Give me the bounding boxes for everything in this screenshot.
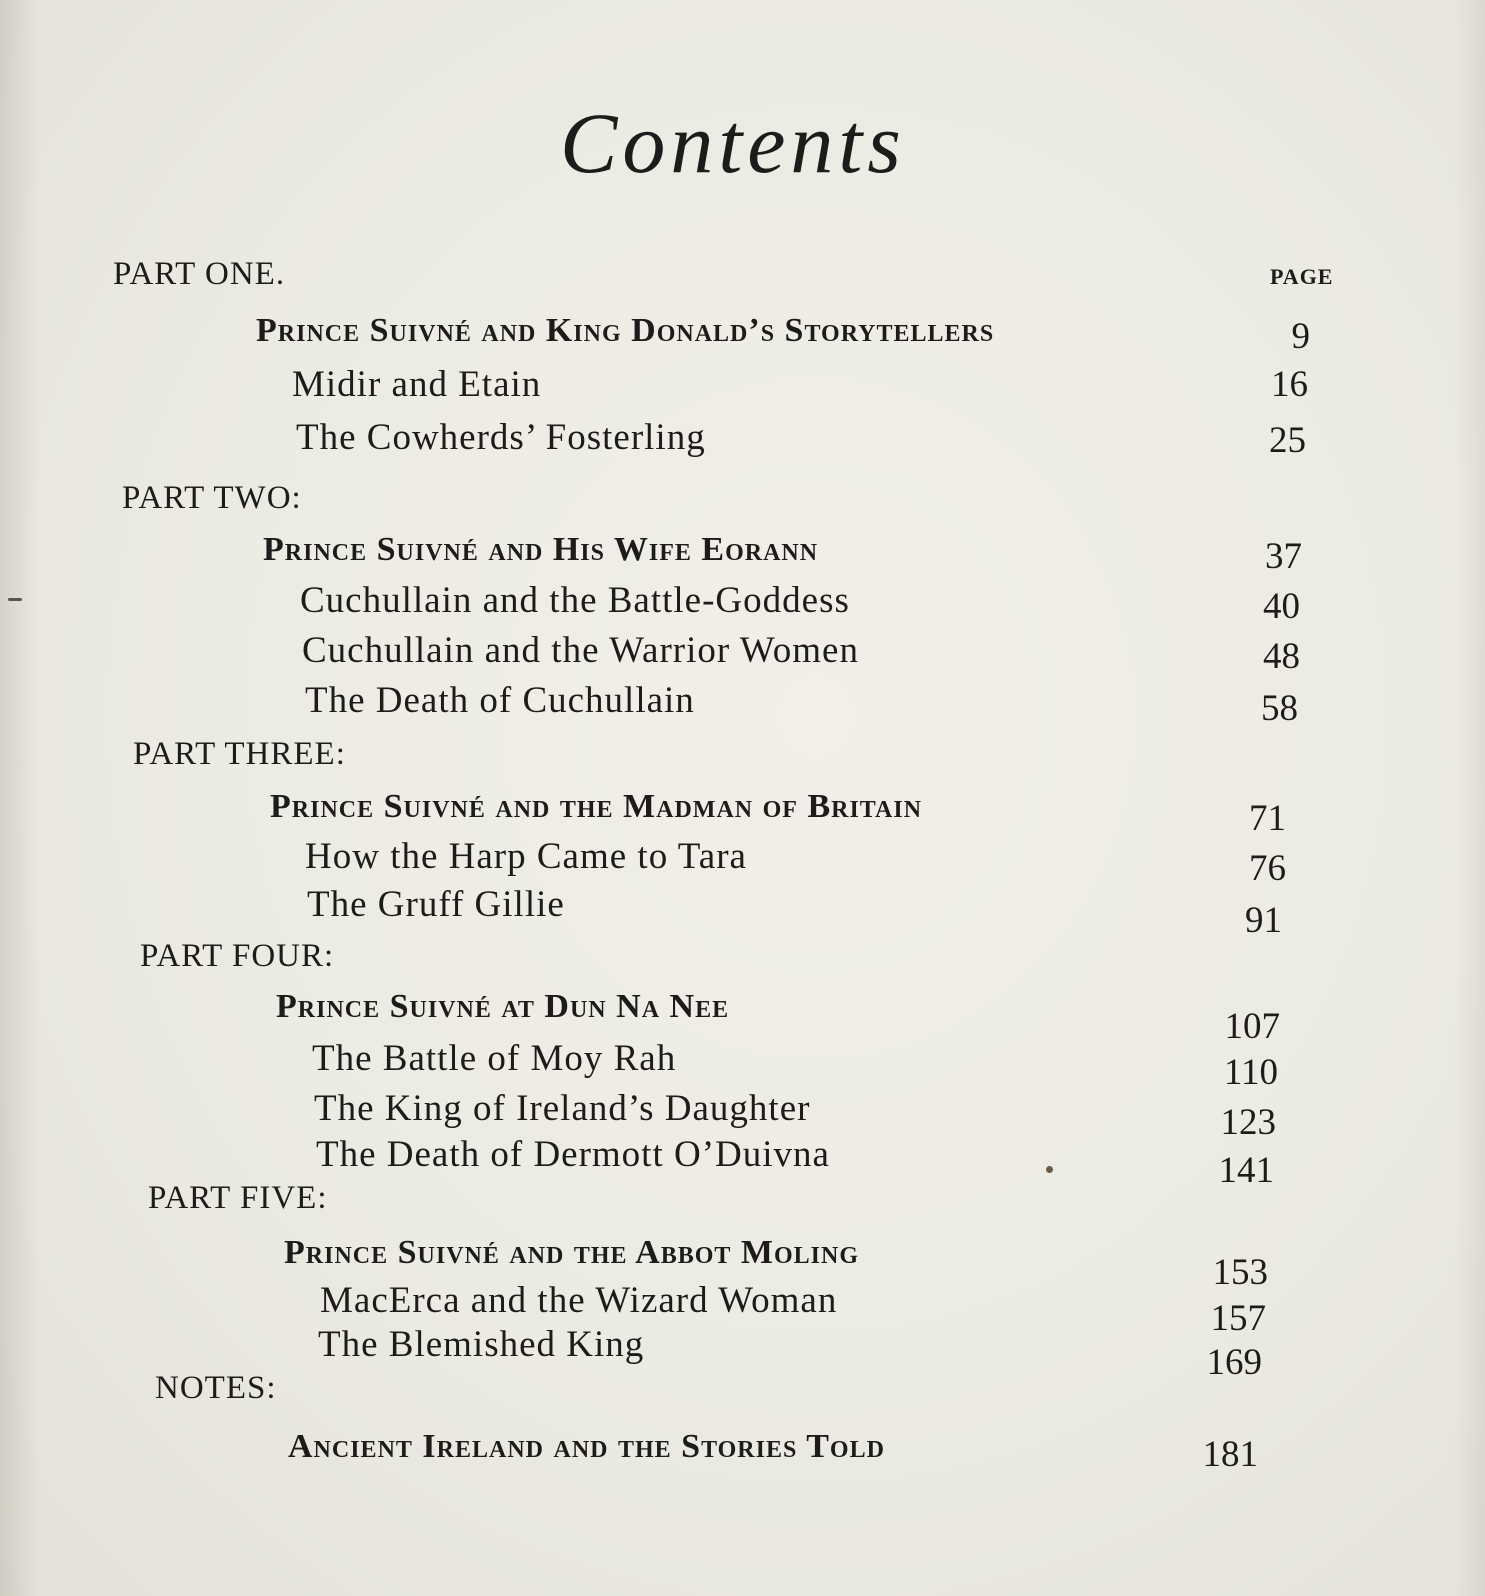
toc-entry-title: The King of Ireland’s Daughter bbox=[314, 1088, 811, 1129]
toc-entry-page: 169 bbox=[1206, 1342, 1262, 1383]
paper-speck bbox=[1046, 1166, 1053, 1173]
toc-entry-title: The Cowherds’ Fosterling bbox=[296, 417, 706, 458]
toc-entry-page: 9 bbox=[1291, 316, 1310, 357]
toc-entry-page: 123 bbox=[1220, 1102, 1276, 1143]
toc-entry-title: The Blemished King bbox=[318, 1324, 645, 1365]
toc-entry-page: 157 bbox=[1210, 1298, 1266, 1339]
toc-entry-page: 25 bbox=[1269, 420, 1306, 461]
part-label: NOTES: bbox=[155, 1370, 277, 1406]
part-label: PART FOUR: bbox=[140, 938, 335, 974]
part-label: PART ONE. bbox=[113, 256, 286, 292]
toc-entry-title: Prince Suivné at Dun Na Nee bbox=[276, 988, 730, 1025]
part-label: PART FIVE: bbox=[148, 1180, 328, 1216]
toc-entry-page: 58 bbox=[1261, 688, 1298, 729]
toc-entry-page: 110 bbox=[1223, 1052, 1278, 1093]
toc-entry-title: The Death of Cuchullain bbox=[305, 680, 695, 721]
toc-entry-title: Prince Suivné and the Madman of Britain bbox=[270, 788, 923, 825]
toc-entry-page: 153 bbox=[1212, 1252, 1268, 1293]
toc-entry-page: 181 bbox=[1202, 1434, 1258, 1475]
toc-entry-title: Prince Suivné and the Abbot Moling bbox=[284, 1234, 860, 1271]
toc-entry-title: The Death of Dermott O’Duivna bbox=[316, 1134, 830, 1175]
toc-entry-page: 141 bbox=[1218, 1150, 1274, 1191]
toc-entry-title: Prince Suivné and His Wife Eorann bbox=[263, 531, 819, 568]
paper-speck bbox=[8, 598, 22, 601]
toc-entry-title: Cuchullain and the Warrior Women bbox=[302, 630, 859, 671]
toc-entry-title: How the Harp Came to Tara bbox=[305, 836, 747, 877]
toc-entry-page: 91 bbox=[1245, 900, 1282, 941]
toc-entry-page: 48 bbox=[1263, 636, 1300, 677]
toc-entry-title: Prince Suivné and King Donald’s Storytellers bbox=[256, 312, 995, 349]
toc-entry-title: The Battle of Moy Rah bbox=[312, 1038, 677, 1079]
toc-entry-title: MacErca and the Wizard Woman bbox=[320, 1280, 838, 1321]
toc-entry-title: Cuchullain and the Battle-Goddess bbox=[300, 580, 850, 621]
page-column-label: PAGE bbox=[1270, 264, 1334, 289]
toc-entry-page: 71 bbox=[1249, 798, 1286, 839]
toc-entry-page: 16 bbox=[1271, 364, 1308, 405]
contents-heading: Contents bbox=[560, 95, 906, 191]
part-label: PART THREE: bbox=[133, 736, 346, 772]
toc-entry-page: 107 bbox=[1224, 1006, 1280, 1047]
toc-entry-title: The Gruff Gillie bbox=[307, 884, 565, 925]
toc-entry-page: 76 bbox=[1249, 848, 1286, 889]
part-label: PART TWO: bbox=[122, 480, 302, 516]
toc-entry-title: Midir and Etain bbox=[292, 364, 542, 405]
toc-entry-page: 37 bbox=[1265, 536, 1302, 577]
toc-entry-page: 40 bbox=[1263, 586, 1300, 627]
toc-entry-title: Ancient Ireland and the Stories Told bbox=[288, 1428, 885, 1465]
